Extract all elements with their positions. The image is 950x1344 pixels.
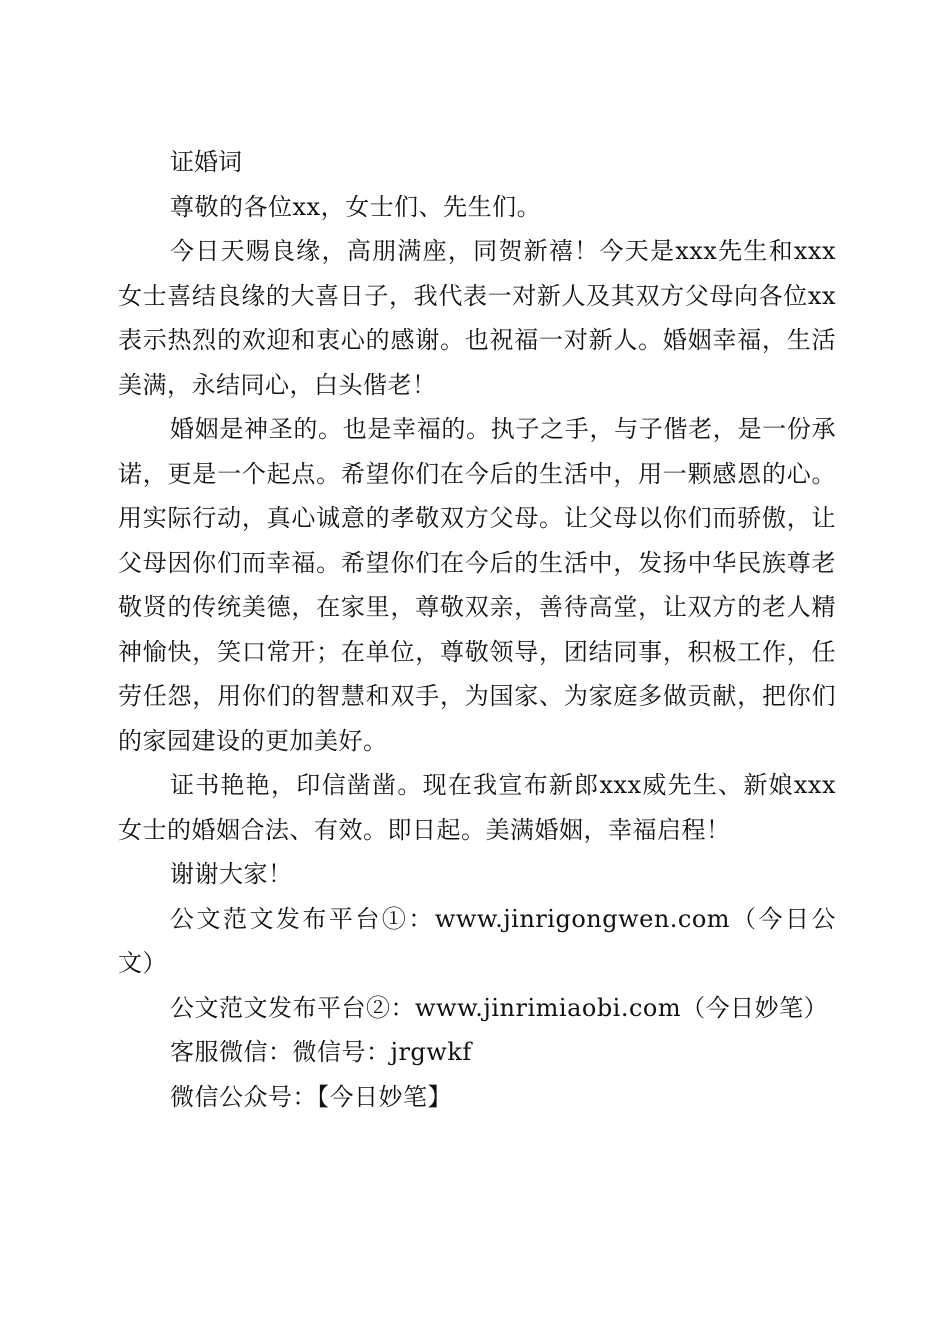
declaration-paragraph: 证书艳艳，印信凿凿。现在我宣布新郎xxx威先生、新娘xxx女士的婚姻合法、有效。即日起。美满婚姻，幸福启程！ (118, 771, 836, 844)
marriage-paragraph: 婚姻是神圣的。也是幸福的。执子之手，与子偕老，是一份承诺，更是一个起点。希望你们在今后的生活中，用一颗感恩的心。用实际行动，真心诚意的孝敬双方父母。让父母以你们而骄傲，让父母因你们而幸福。希望你们在今后的生活中，发扬中华民族尊老敬贤的传统美德，在家里，尊敬双亲，善待高堂，让双方的老人精神愉快，笑口常开；在单位，尊敬领导，团结同事，积极工作，任劳任怨，用你们的智慧和双手，为国家、为家庭多做贡献，把你们的家园建设的更加美好。 (118, 415, 836, 755)
platform-2-paragraph: 公文范文发布平台②：www.jinrimiaobi.com（今日妙笔） (170, 993, 829, 1022)
thanks-paragraph: 谢谢大家！ (170, 860, 293, 888)
wechat-service-paragraph: 客服微信：微信号：jrgwkf (170, 1038, 472, 1066)
wechat-account-paragraph: 微信公众号：【今日妙笔】 (170, 1082, 452, 1111)
document-page (118, 140, 836, 1119)
document-title: 证婚词 (170, 148, 242, 176)
salutation-paragraph: 尊敬的各位xx，女士们、先生们。 (170, 192, 542, 221)
platform-1-paragraph: 公文范文发布平台①：www.jinrigongwen.com（今日公文） (118, 904, 836, 977)
opening-paragraph: 今日天赐良缘，高朋满座，同贺新禧！今天是xxx先生和xxx女士喜结良缘的大喜日子，我代表一对新人及其双方父母向各位xx表示热烈的欢迎和衷心的感谢。也祝福一对新人。婚姻幸福，生活美满，永结同心，白头偕老！ (118, 237, 836, 399)
